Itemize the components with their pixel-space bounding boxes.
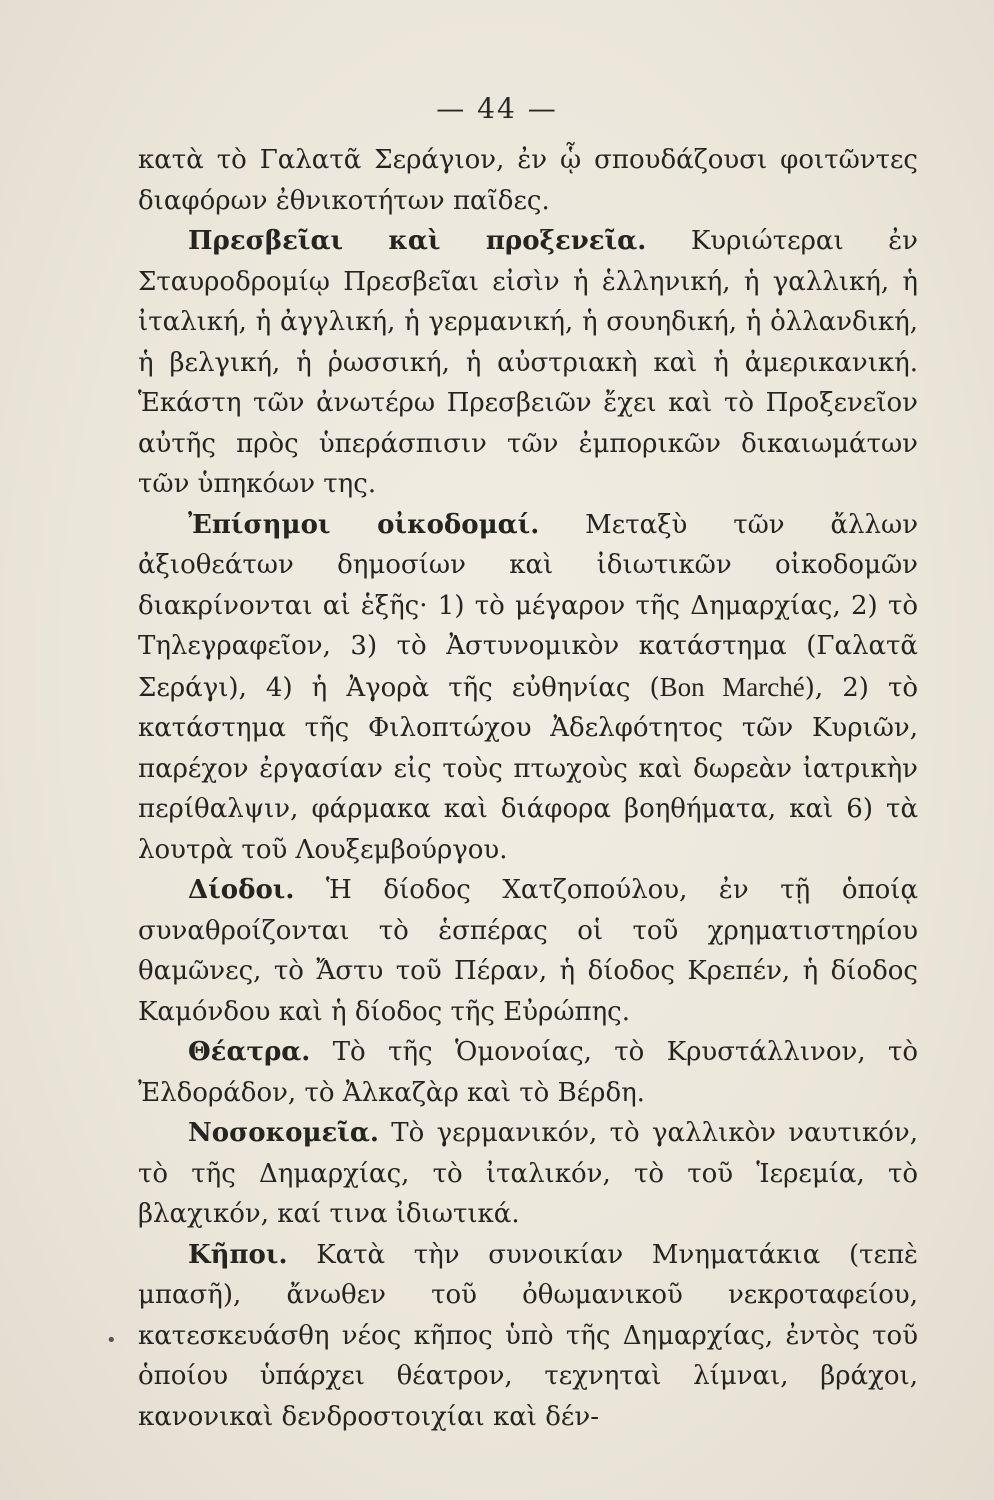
section-heading-buildings: Ἐπίσημοι οἰκοδομαί. <box>188 509 540 540</box>
section-hospitals <box>138 1113 918 1235</box>
section-heading-gardens: Κῆποι. <box>188 1239 288 1270</box>
section-body-hospitals: Τὸ γερμανικόν, τὸ γαλλικὸν ναυτικόν, τὸ τῆς Δημαρχίας, τὸ ἰταλικόν, τὸ τοῦ Ἱερεμία, τὸ βλαχικόν, καί τινα ἰδιωτικά. <box>138 1118 918 1229</box>
section-body-buildings-part2: ), 2) τὸ κατάστημα τῆς Φιλοπτώχου Ἀδελφότητος τῶν Κυριῶν, παρέχον ἐργασίαν εἰς τοὺς πτωχοὺς καὶ δωρεὰν ἰατρικὴν περίθαλψιν, φάρμακα καὶ διάφορα βοηθήματα, καὶ 6) τὰ λουτρὰ τοῦ Λουξεμβούργου. <box>138 672 918 865</box>
intro-paragraph: κατὰ τὸ Γαλατᾶ Σεράγιον, ἐν ᾧ σπουδάζουσι φοιτῶντες διαφόρων ἐθνικοτήτων παῖδες. <box>138 145 918 216</box>
page-text <box>138 140 918 1437</box>
section-theatres <box>138 1032 918 1113</box>
section-body-passages: Ἡ δίοδος Χατζοπούλου, ἐν τῇ ὁποίᾳ συναθροίζονται τὸ ἑσπέρας οἱ τοῦ χρηματιστηρίου θαμῶνες, τὸ Ἄστυ τοῦ Πέραν, ἡ δίοδος Κρεπέν, ἡ δίοδος Καμόνδου καὶ ἡ δίοδος τῆς Εὐρώπης. <box>138 875 918 1027</box>
section-buildings <box>138 505 918 871</box>
section-gardens <box>138 1235 918 1438</box>
section-heading-theatres: Θέατρα. <box>188 1037 311 1067</box>
section-heading-hospitals: Νοσοκομεῖα. <box>188 1118 379 1148</box>
bon-marche-text: Bon Marché <box>659 671 805 702</box>
section-body-gardens: Κατὰ τὴν συνοικίαν Μνηματάκια (τεπὲ μπασῆ), ἄνωθεν τοῦ ὀθωμανικοῦ νεκροταφείου, κατεσκευάσθη νέος κῆπος ὑπὸ τῆς Δημαρχίας, ἐντὸς τοῦ ὁποίου ὑπάρχει θέατρον, τεχνηταὶ λίμναι, βράχοι, κανονικαὶ δενδροστοιχίαι καὶ δέν- <box>138 1239 919 1432</box>
section-heading-embassies: Πρεσβεῖαι καὶ προξενεῖα. <box>188 226 647 256</box>
section-passages <box>138 870 918 1032</box>
section-heading-passages: Δίοδοι. <box>188 875 295 905</box>
margin-dot-mark: • <box>106 1330 117 1351</box>
section-body-embassies: Κυριώτεραι ἐν Σταυροδρομίῳ Πρεσβεῖαι εἰσὶν ἡ ἑλληνική, ἡ γαλλική, ἡ ἰταλική, ἡ ἀγγλική, ἡ γερμανική, ἡ σουηδική, ἡ ὁλλανδική, ἡ βελγική, ἡ ῥωσσική, ἡ αὐστριακὴ καὶ ἡ ἀμερικανική. Ἑκάστη τῶν ἀνωτέρω Πρεσβειῶν ἔχει καὶ τὸ Προξενεῖον αὐτῆς πρὸς ὑπεράσπισιν τῶν ἐμπορικῶν δικαιωμάτων τῶν ὑπηκόων της. <box>138 226 918 499</box>
section-body-buildings-part1: Μεταξὺ τῶν ἄλλων ἀξιοθεάτων δημοσίων καὶ ἰδιωτικῶν οἰκοδομῶν διακρίνονται αἱ ἑξῆς· 1) τὸ μέγαρον τῆς Δημαρχίας, 2) τὸ Τηλεγραφεῖον, 3) τὸ Ἀστυνομικὸν κατάστημα (Γαλατᾶ Σεράγι), 4) ἡ Ἀγορὰ τῆς εὐθηνίας ( <box>138 509 919 703</box>
section-embassies <box>138 221 918 505</box>
page-number: — 44 — <box>436 92 558 125</box>
section-body-theatres: Τὸ τῆς Ὁμονοίας, τὸ Κρυστάλλινον, τὸ Ἐλδοράδον, τὸ Ἀλκαζὰρ καὶ τὸ Βέρδη. <box>138 1037 919 1108</box>
